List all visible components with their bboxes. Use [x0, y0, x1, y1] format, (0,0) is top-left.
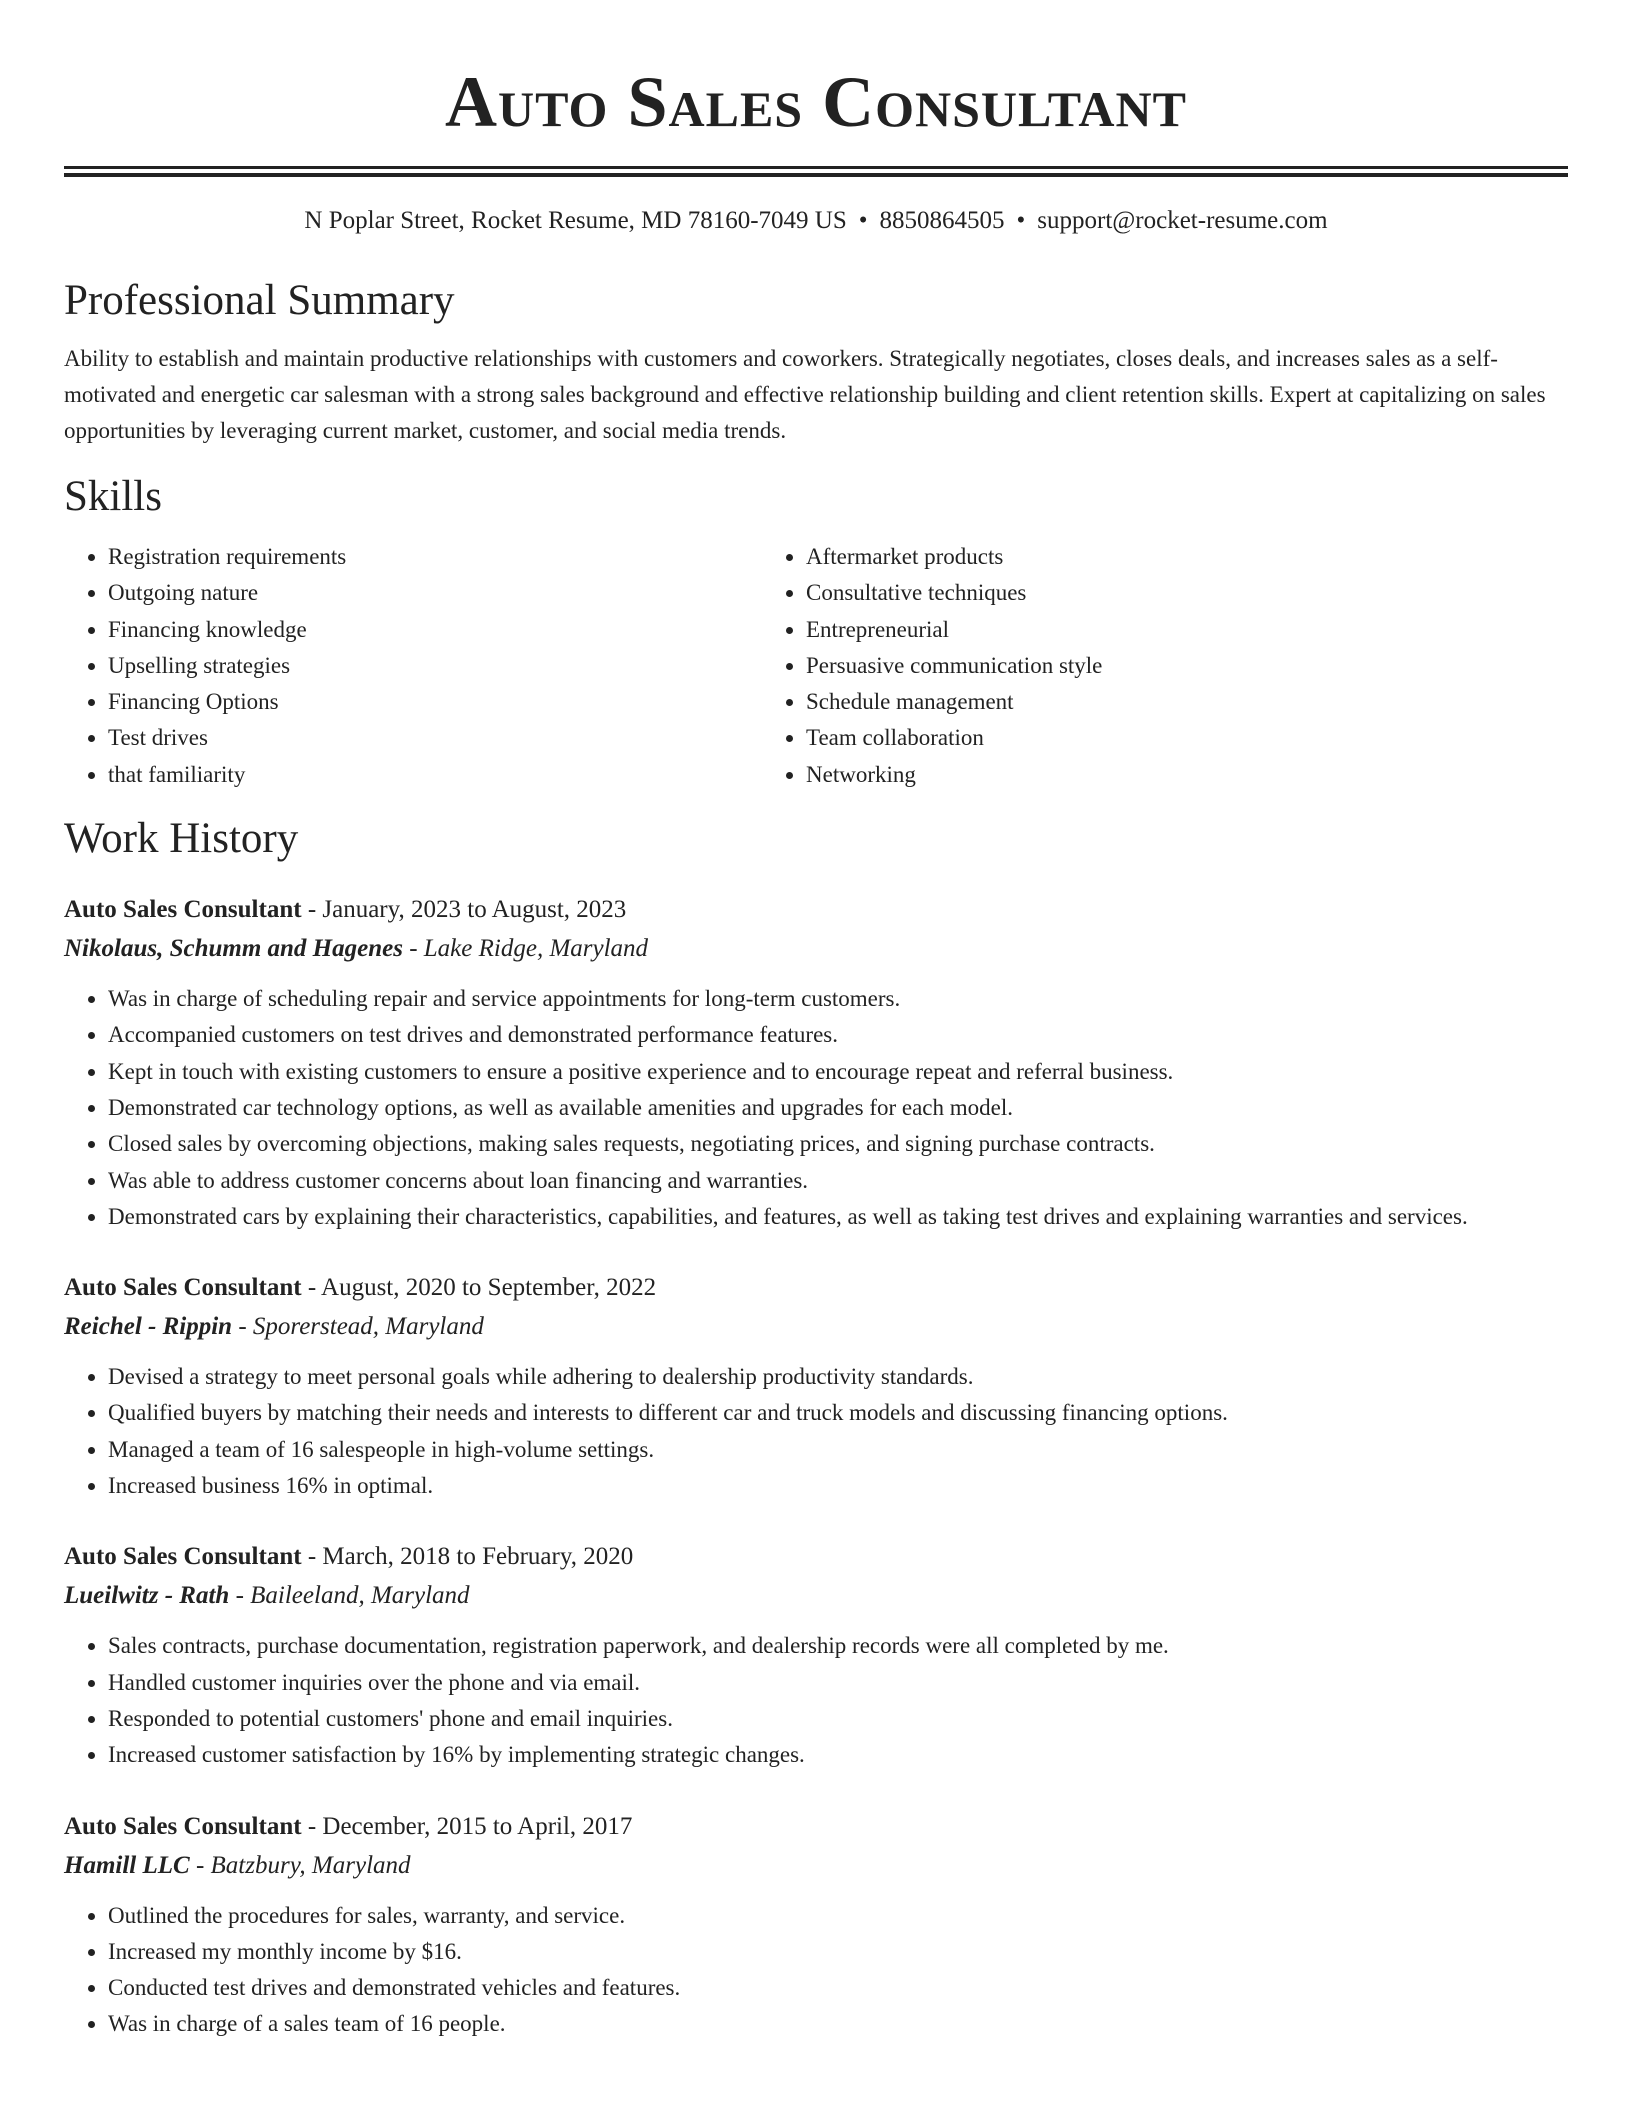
skill-item: • Outgoing nature	[108, 575, 762, 611]
contact-phone: 8850864505	[879, 207, 1005, 234]
job-title-line	[64, 1808, 1568, 1846]
job-location: - Baileeland, Maryland	[229, 1582, 470, 1610]
job-bullet: • Closed sales by overcoming objections, making sales requests, negotiating prices, and signing purchase contracts.	[108, 1126, 1568, 1162]
skill-item: • Consultative techniques	[806, 575, 1504, 611]
skills-heading: Skills	[64, 473, 162, 520]
resume-page	[64, 0, 1568, 2043]
job-bullet: • Kept in touch with existing customers to ensure a positive experience and to encourage repeat and referral business.	[108, 1054, 1568, 1090]
contact-separator: •	[1016, 207, 1026, 234]
skill-item: • Entrepreneurial	[806, 612, 1504, 648]
job-company: Nikolaus, Schumm and Hagenes	[64, 935, 403, 963]
resume-title: Auto Sales Consultant	[445, 62, 1187, 142]
job-title-line	[64, 1269, 1568, 1307]
skill-item: • Team collaboration	[806, 720, 1504, 756]
job-bullet: • Qualified buyers by matching their needs and interests to different car and truck models and discussing financing options.	[108, 1395, 1568, 1431]
skill-item: • Upselling strategies	[108, 648, 762, 684]
job-title: Auto Sales Consultant	[64, 1274, 302, 1302]
skill-item: • Test drives	[108, 720, 762, 756]
job-bullet: • Responded to potential customers' phone and email inquiries.	[108, 1701, 1568, 1737]
job-bullet: • Increased my monthly income by $16.	[108, 1934, 1568, 1970]
skill-item: • Schedule management	[806, 684, 1504, 720]
job-bullets	[64, 1628, 1568, 1773]
skills-column-right	[762, 539, 1504, 793]
job-bullet: • Was in charge of a sales team of 16 people.	[108, 2006, 1568, 2042]
skills-list	[64, 539, 1568, 793]
title-divider	[64, 166, 1568, 177]
skill-item: • Networking	[806, 757, 1504, 793]
job-company-line	[64, 1846, 1568, 1886]
skill-item: • Persuasive communication style	[806, 648, 1504, 684]
job-bullets	[64, 1359, 1568, 1504]
job-bullets	[64, 1898, 1568, 2043]
job-company-line	[64, 1307, 1568, 1347]
job-entry	[64, 891, 1568, 1235]
job-location: - Batzbury, Maryland	[189, 1851, 411, 1879]
job-bullet: • Managed a team of 16 salespeople in high-volume settings.	[108, 1432, 1568, 1468]
contact-email: support@rocket-resume.com	[1037, 207, 1328, 234]
job-bullets	[64, 981, 1568, 1235]
job-entry	[64, 1269, 1568, 1504]
contact-line	[64, 205, 1568, 237]
skills-column-left	[64, 539, 762, 793]
job-bullet: • Handled customer inquiries over the phone and via email.	[108, 1665, 1568, 1701]
job-title: Auto Sales Consultant	[64, 1543, 302, 1571]
job-bullet: • Increased business 16% in optimal.	[108, 1468, 1568, 1504]
job-bullet: • Was in charge of scheduling repair and service appointments for long-term customers.	[108, 981, 1568, 1017]
job-dates: - August, 2020 to September, 2022	[301, 1274, 657, 1302]
job-entry	[64, 1538, 1568, 1773]
skill-item: • Financing Options	[108, 684, 762, 720]
job-bullet: • Accompanied customers on test drives and demonstrated performance features.	[108, 1017, 1568, 1053]
job-location: - Lake Ridge, Maryland	[402, 935, 649, 963]
job-bullet: • Devised a strategy to meet personal goals while adhering to dealership productivity standards.	[108, 1359, 1568, 1395]
job-title: Auto Sales Consultant	[64, 1812, 302, 1840]
job-dates: - March, 2018 to February, 2020	[301, 1543, 634, 1571]
skill-item: • Registration requirements	[108, 539, 762, 575]
job-company-line	[64, 929, 1568, 969]
job-company: Lueilwitz - Rath	[64, 1582, 230, 1610]
skill-item: • Aftermarket products	[806, 539, 1504, 575]
job-dates: - January, 2023 to August, 2023	[301, 896, 627, 924]
summary-text: Ability to establish and maintain productive relationships with customers and coworkers. Strategically negotiates, closes deals, and increases sales as a self-motivated and energetic car salesman with a strong sales background and effective relationship building and client retention skills. Expert at capitalizing on sales opportunities by leveraging current market, customer, and social media trends.	[64, 346, 1546, 443]
job-bullet: • Increased customer satisfaction by 16% by implementing strategic changes.	[108, 1737, 1568, 1773]
job-company: Hamill LLC	[64, 1851, 190, 1879]
job-company: Reichel - Rippin	[64, 1313, 233, 1341]
job-bullet: • Demonstrated cars by explaining their characteristics, capabilities, and features, as well as taking test drives and explaining warranties and services.	[108, 1199, 1568, 1235]
job-title-line	[64, 1538, 1568, 1576]
job-entry	[64, 1808, 1568, 2043]
job-location: - Sporerstead, Maryland	[232, 1313, 484, 1341]
skill-item: • Financing knowledge	[108, 612, 762, 648]
summary-heading: Professional Summary	[64, 277, 455, 324]
job-bullet: • Outlined the procedures for sales, warranty, and service.	[108, 1898, 1568, 1934]
work-history-heading: Work History	[64, 815, 299, 863]
job-bullet: • Sales contracts, purchase documentation, registration paperwork, and dealership records were all completed by me.	[108, 1628, 1568, 1664]
job-company-line	[64, 1576, 1568, 1616]
job-bullet: • Was able to address customer concerns about loan financing and warranties.	[108, 1163, 1568, 1199]
job-bullet: • Demonstrated car technology options, as well as available amenities and upgrades for each model.	[108, 1090, 1568, 1126]
job-title-line	[64, 891, 1568, 929]
job-title: Auto Sales Consultant	[64, 896, 302, 924]
contact-separator: •	[858, 207, 868, 234]
skill-item: • that familiarity	[108, 757, 762, 793]
job-bullet: • Conducted test drives and demonstrated vehicles and features.	[108, 1970, 1568, 2006]
job-dates: - December, 2015 to April, 2017	[301, 1812, 633, 1840]
contact-address: N Poplar Street, Rocket Resume, MD 78160-7049 US	[304, 207, 847, 234]
